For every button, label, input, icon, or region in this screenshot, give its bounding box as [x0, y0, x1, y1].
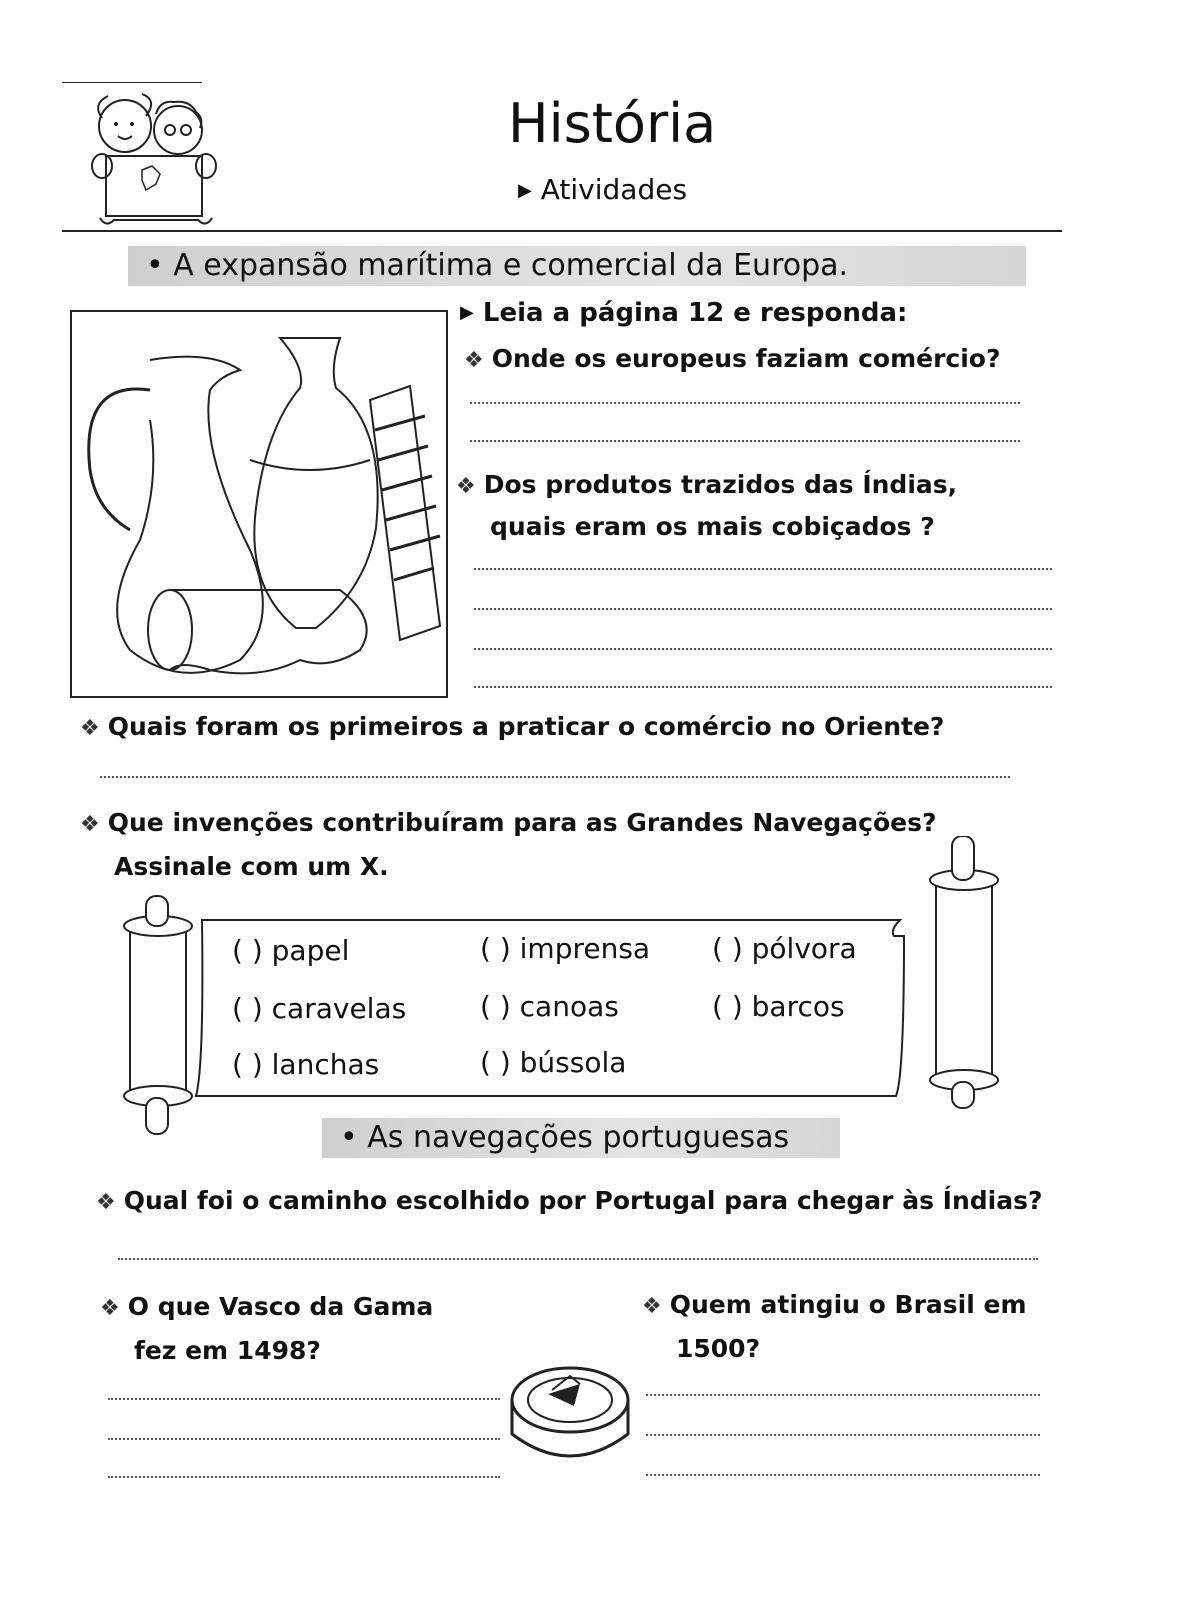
- answer-line[interactable]: [108, 1438, 500, 1440]
- question-5-text: Qual foi o caminho escolhido por Portugal para chegar às Índias?: [123, 1186, 1043, 1215]
- answer-line[interactable]: [474, 648, 1052, 650]
- answer-line[interactable]: [108, 1398, 500, 1400]
- diamond-bullet-icon: ❖: [456, 474, 476, 499]
- diamond-bullet-icon: ❖: [96, 1190, 116, 1215]
- page-subtitle: [518, 172, 687, 209]
- answer-line[interactable]: [474, 608, 1052, 610]
- page-title: História: [508, 92, 717, 155]
- answer-line[interactable]: [100, 776, 1010, 778]
- answer-line[interactable]: [474, 686, 1052, 688]
- subtitle-text: Atividades: [540, 173, 688, 206]
- question-2-line1: Dos produtos trazidos das Índias,: [483, 470, 958, 499]
- section-title: As navegações portuguesas: [367, 1120, 790, 1155]
- section-title: A expansão marítima e comercial da Europa.: [173, 248, 849, 283]
- option-imprensa[interactable]: ( ) imprensa: [480, 932, 651, 965]
- instruction-text: [460, 292, 907, 334]
- question-7-line2: 1500?: [676, 1334, 761, 1363]
- diamond-bullet-icon: ❖: [80, 812, 100, 837]
- top-short-rule: [62, 82, 202, 83]
- question-2: [456, 464, 1056, 546]
- question-6: [100, 1286, 433, 1372]
- question-4-line2: Assinale com um X.: [114, 852, 389, 881]
- question-1: [464, 338, 1000, 382]
- arrow-right-icon: ▶: [518, 180, 532, 201]
- answer-line[interactable]: [646, 1394, 1040, 1396]
- header-rule: [62, 230, 1062, 232]
- question-6-line2: fez em 1498?: [134, 1336, 321, 1365]
- option-canoas[interactable]: ( ) canoas: [480, 990, 619, 1023]
- question-1-text: Onde os europeus faziam comércio?: [491, 344, 1001, 373]
- option-caravelas[interactable]: ( ) caravelas: [232, 992, 407, 1025]
- question-3-text: Quais foram os primeiros a praticar o comércio no Oriente?: [107, 712, 945, 741]
- compass-icon: [506, 1360, 636, 1470]
- option-barcos[interactable]: ( ) barcos: [712, 990, 845, 1023]
- answer-line[interactable]: [470, 402, 1020, 404]
- section-banner-expansion: [128, 246, 1026, 286]
- answer-line[interactable]: [646, 1474, 1040, 1476]
- answer-line[interactable]: [474, 568, 1052, 570]
- section-banner-navegacoes: [322, 1118, 840, 1158]
- answer-line[interactable]: [646, 1434, 1040, 1436]
- arrow-right-icon: ▶: [460, 302, 474, 323]
- bullet-icon: •: [146, 248, 164, 283]
- answer-line[interactable]: [108, 1476, 500, 1478]
- question-5: [96, 1180, 1042, 1224]
- answer-line[interactable]: [118, 1258, 1038, 1260]
- diamond-bullet-icon: ❖: [464, 348, 484, 373]
- question-7-line1: Quem atingiu o Brasil em: [669, 1290, 1027, 1319]
- question-6-line1: O que Vasco da Gama: [127, 1292, 434, 1321]
- option-bussola[interactable]: ( ) bússola: [480, 1046, 627, 1079]
- bullet-icon: •: [340, 1120, 358, 1155]
- question-2-line2: quais eram os mais cobiçados ?: [490, 512, 935, 541]
- question-7: [642, 1284, 1027, 1370]
- option-lanchas[interactable]: ( ) lanchas: [232, 1048, 380, 1081]
- question-3: [80, 706, 944, 750]
- scroll-illustration: [100, 836, 1020, 1136]
- diamond-bullet-icon: ❖: [100, 1296, 120, 1321]
- children-with-map-illustration: [80, 88, 220, 233]
- instruction-label: Leia a página 12 e responda:: [482, 298, 908, 328]
- question-4-line1: Que invenções contribuíram para as Grandes Navegações?: [107, 808, 937, 837]
- answer-line[interactable]: [470, 440, 1020, 442]
- vases-illustration: [70, 310, 448, 698]
- diamond-bullet-icon: ❖: [642, 1294, 662, 1319]
- option-papel[interactable]: ( ) papel: [232, 934, 350, 967]
- diamond-bullet-icon: ❖: [80, 716, 100, 741]
- option-polvora[interactable]: ( ) pólvora: [712, 932, 857, 965]
